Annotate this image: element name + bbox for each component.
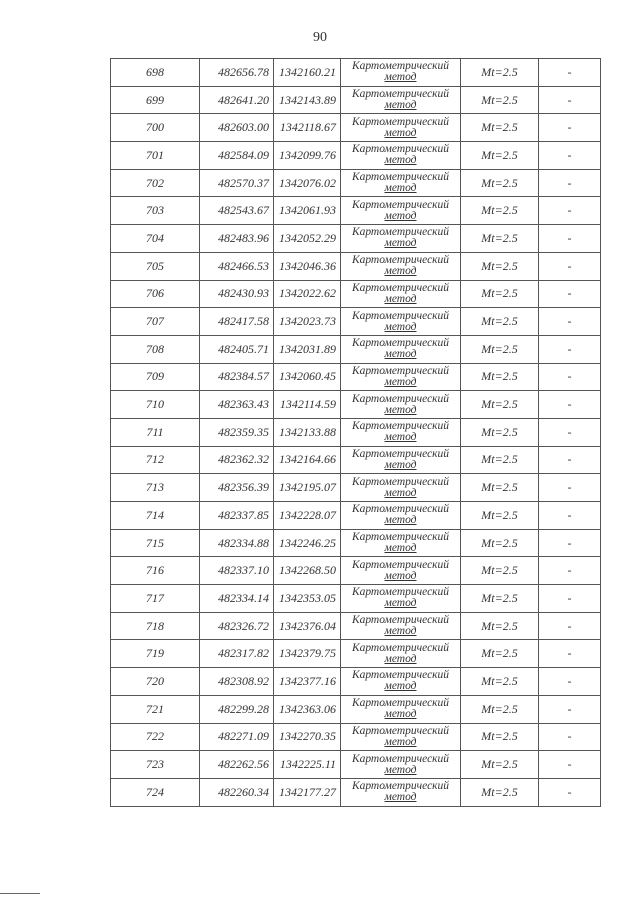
method-cell: [341, 363, 461, 391]
table-row: [111, 280, 601, 308]
accuracy-cell: Mt=2.5: [461, 169, 539, 197]
method-cell: [341, 252, 461, 280]
table-row: [111, 363, 601, 391]
note-cell: -: [539, 640, 601, 668]
method-cell: [341, 723, 461, 751]
y-coordinate-cell: 1342061.93: [274, 197, 341, 225]
note-cell: -: [539, 142, 601, 170]
y-coordinate-cell: 1342353.05: [274, 585, 341, 613]
method-line-2: метод: [384, 708, 417, 721]
table-row: [111, 225, 601, 253]
x-coordinate-cell: 482483.96: [200, 225, 274, 253]
method-cell: [341, 502, 461, 530]
method-line-1: Картометрический: [351, 697, 450, 710]
x-coordinate-cell: 482656.78: [200, 59, 274, 87]
table-row: [111, 612, 601, 640]
table-row: [111, 391, 601, 419]
x-coordinate-cell: 482356.39: [200, 474, 274, 502]
note-cell: -: [539, 751, 601, 779]
accuracy-cell: Mt=2.5: [461, 335, 539, 363]
method-line-2: метод: [384, 71, 417, 84]
x-coordinate-cell: 482337.10: [200, 557, 274, 585]
method-line-1: Картометрический: [351, 780, 450, 793]
point-number-cell: 703: [111, 197, 200, 225]
method-cell: [341, 142, 461, 170]
accuracy-cell: Mt=2.5: [461, 751, 539, 779]
accuracy-cell: Mt=2.5: [461, 695, 539, 723]
x-coordinate-cell: 482317.82: [200, 640, 274, 668]
accuracy-cell: Mt=2.5: [461, 391, 539, 419]
method-line-2: метод: [384, 375, 417, 388]
method-cell: [341, 86, 461, 114]
note-cell: -: [539, 59, 601, 87]
method-line-1: Картометрический: [351, 724, 450, 737]
method-cell: [341, 197, 461, 225]
y-coordinate-cell: 1342133.88: [274, 418, 341, 446]
accuracy-cell: Mt=2.5: [461, 778, 539, 806]
note-cell: -: [539, 529, 601, 557]
point-number-cell: 704: [111, 225, 200, 253]
method-line-2: метод: [384, 542, 417, 555]
method-cell: [341, 474, 461, 502]
y-coordinate-cell: 1342060.45: [274, 363, 341, 391]
note-cell: -: [539, 335, 601, 363]
accuracy-cell: Mt=2.5: [461, 640, 539, 668]
point-number-cell: 706: [111, 280, 200, 308]
method-line-1: Картометрический: [351, 392, 450, 405]
method-cell: [341, 585, 461, 613]
method-line-2: метод: [384, 680, 417, 693]
y-coordinate-cell: 1342363.06: [274, 695, 341, 723]
y-coordinate-cell: 1342143.89: [274, 86, 341, 114]
x-coordinate-cell: 482326.72: [200, 612, 274, 640]
method-cell: [341, 114, 461, 142]
y-coordinate-cell: 1342118.67: [274, 114, 341, 142]
method-line-2: метод: [384, 154, 417, 167]
y-coordinate-cell: 1342195.07: [274, 474, 341, 502]
scan-edge-mark: [0, 893, 40, 894]
x-coordinate-cell: 482260.34: [200, 778, 274, 806]
method-line-2: метод: [384, 597, 417, 610]
point-number-cell: 705: [111, 252, 200, 280]
method-cell: [341, 418, 461, 446]
note-cell: -: [539, 474, 601, 502]
coordinates-table: [110, 58, 601, 807]
method-line-2: метод: [384, 458, 417, 471]
y-coordinate-cell: 1342225.11: [274, 751, 341, 779]
x-coordinate-cell: 482430.93: [200, 280, 274, 308]
point-number-cell: 722: [111, 723, 200, 751]
y-coordinate-cell: 1342164.66: [274, 446, 341, 474]
table-row: [111, 585, 601, 613]
x-coordinate-cell: 482641.20: [200, 86, 274, 114]
accuracy-cell: Mt=2.5: [461, 225, 539, 253]
point-number-cell: 717: [111, 585, 200, 613]
method-line-2: метод: [384, 625, 417, 638]
accuracy-cell: Mt=2.5: [461, 252, 539, 280]
y-coordinate-cell: 1342076.02: [274, 169, 341, 197]
table-row: [111, 86, 601, 114]
note-cell: -: [539, 778, 601, 806]
note-cell: -: [539, 114, 601, 142]
note-cell: -: [539, 225, 601, 253]
table-row: [111, 502, 601, 530]
point-number-cell: 719: [111, 640, 200, 668]
table-row: [111, 668, 601, 696]
point-number-cell: 720: [111, 668, 200, 696]
x-coordinate-cell: 482603.00: [200, 114, 274, 142]
method-line-1: Картометрический: [351, 669, 450, 682]
method-cell: [341, 668, 461, 696]
method-line-1: Картометрический: [351, 88, 450, 101]
table-row: [111, 751, 601, 779]
x-coordinate-cell: 482337.85: [200, 502, 274, 530]
method-line-2: метод: [384, 182, 417, 195]
table-row: [111, 197, 601, 225]
x-coordinate-cell: 482262.56: [200, 751, 274, 779]
method-line-1: Картометрический: [351, 143, 450, 156]
table-row: [111, 695, 601, 723]
method-cell: [341, 308, 461, 336]
method-line-1: Картометрический: [351, 198, 450, 211]
accuracy-cell: Mt=2.5: [461, 363, 539, 391]
method-line-1: Картометрический: [351, 475, 450, 488]
method-cell: [341, 751, 461, 779]
method-line-2: метод: [384, 569, 417, 582]
table-row: [111, 529, 601, 557]
y-coordinate-cell: 1342046.36: [274, 252, 341, 280]
method-line-2: метод: [384, 237, 417, 250]
accuracy-cell: Mt=2.5: [461, 502, 539, 530]
method-line-2: метод: [384, 431, 417, 444]
method-cell: [341, 280, 461, 308]
accuracy-cell: Mt=2.5: [461, 418, 539, 446]
accuracy-cell: Mt=2.5: [461, 86, 539, 114]
point-number-cell: 701: [111, 142, 200, 170]
method-line-2: метод: [384, 763, 417, 776]
method-cell: [341, 612, 461, 640]
x-coordinate-cell: 482334.14: [200, 585, 274, 613]
method-line-2: метод: [384, 99, 417, 112]
note-cell: -: [539, 86, 601, 114]
method-line-1: Картометрический: [351, 614, 450, 627]
note-cell: -: [539, 418, 601, 446]
method-line-1: Картометрический: [351, 115, 450, 128]
method-line-1: Картометрический: [351, 337, 450, 350]
table-row: [111, 418, 601, 446]
method-line-2: метод: [384, 265, 417, 278]
x-coordinate-cell: 482362.32: [200, 446, 274, 474]
method-line-1: Картометрический: [351, 641, 450, 654]
table-row: [111, 778, 601, 806]
table-row: [111, 723, 601, 751]
y-coordinate-cell: 1342022.62: [274, 280, 341, 308]
x-coordinate-cell: 482405.71: [200, 335, 274, 363]
y-coordinate-cell: 1342377.16: [274, 668, 341, 696]
method-cell: [341, 778, 461, 806]
table-row: [111, 142, 601, 170]
y-coordinate-cell: 1342270.35: [274, 723, 341, 751]
method-line-1: Картометрический: [351, 309, 450, 322]
note-cell: -: [539, 308, 601, 336]
note-cell: -: [539, 391, 601, 419]
y-coordinate-cell: 1342177.27: [274, 778, 341, 806]
method-cell: [341, 59, 461, 87]
x-coordinate-cell: 482417.58: [200, 308, 274, 336]
table-row: [111, 335, 601, 363]
point-number-cell: 709: [111, 363, 200, 391]
method-line-1: Картометрический: [351, 447, 450, 460]
method-cell: [341, 529, 461, 557]
point-number-cell: 718: [111, 612, 200, 640]
x-coordinate-cell: 482308.92: [200, 668, 274, 696]
point-number-cell: 700: [111, 114, 200, 142]
method-line-2: метод: [384, 735, 417, 748]
table-row: [111, 640, 601, 668]
accuracy-cell: Mt=2.5: [461, 585, 539, 613]
method-cell: [341, 640, 461, 668]
method-line-2: метод: [384, 514, 417, 527]
method-cell: [341, 557, 461, 585]
y-coordinate-cell: 1342023.73: [274, 308, 341, 336]
point-number-cell: 721: [111, 695, 200, 723]
point-number-cell: 708: [111, 335, 200, 363]
method-cell: [341, 169, 461, 197]
x-coordinate-cell: 482466.53: [200, 252, 274, 280]
y-coordinate-cell: 1342052.29: [274, 225, 341, 253]
table-row: [111, 252, 601, 280]
accuracy-cell: Mt=2.5: [461, 723, 539, 751]
accuracy-cell: Mt=2.5: [461, 142, 539, 170]
x-coordinate-cell: 482543.67: [200, 197, 274, 225]
method-line-1: Картометрический: [351, 531, 450, 544]
point-number-cell: 711: [111, 418, 200, 446]
x-coordinate-cell: 482384.57: [200, 363, 274, 391]
table-body: [111, 59, 601, 807]
point-number-cell: 713: [111, 474, 200, 502]
note-cell: -: [539, 668, 601, 696]
method-line-2: метод: [384, 348, 417, 361]
x-coordinate-cell: 482584.09: [200, 142, 274, 170]
method-cell: [341, 695, 461, 723]
accuracy-cell: Mt=2.5: [461, 280, 539, 308]
point-number-cell: 723: [111, 751, 200, 779]
y-coordinate-cell: 1342031.89: [274, 335, 341, 363]
method-cell: [341, 335, 461, 363]
table-row: [111, 59, 601, 87]
accuracy-cell: Mt=2.5: [461, 557, 539, 585]
note-cell: -: [539, 585, 601, 613]
y-coordinate-cell: 1342228.07: [274, 502, 341, 530]
table-row: [111, 308, 601, 336]
note-cell: -: [539, 446, 601, 474]
point-number-cell: 698: [111, 59, 200, 87]
x-coordinate-cell: 482334.88: [200, 529, 274, 557]
point-number-cell: 699: [111, 86, 200, 114]
point-number-cell: 714: [111, 502, 200, 530]
note-cell: -: [539, 252, 601, 280]
method-line-1: Картометрический: [351, 503, 450, 516]
y-coordinate-cell: 1342268.50: [274, 557, 341, 585]
method-line-1: Картометрический: [351, 226, 450, 239]
table-row: [111, 169, 601, 197]
table-row: [111, 114, 601, 142]
note-cell: -: [539, 723, 601, 751]
method-line-2: метод: [384, 292, 417, 305]
method-line-1: Картометрический: [351, 752, 450, 765]
method-cell: [341, 391, 461, 419]
x-coordinate-cell: 482570.37: [200, 169, 274, 197]
accuracy-cell: Mt=2.5: [461, 197, 539, 225]
method-line-1: Картометрический: [351, 364, 450, 377]
method-line-2: метод: [384, 652, 417, 665]
method-line-2: метод: [384, 486, 417, 499]
point-number-cell: 715: [111, 529, 200, 557]
accuracy-cell: Mt=2.5: [461, 446, 539, 474]
accuracy-cell: Mt=2.5: [461, 668, 539, 696]
y-coordinate-cell: 1342114.59: [274, 391, 341, 419]
table-row: [111, 446, 601, 474]
point-number-cell: 707: [111, 308, 200, 336]
point-number-cell: 710: [111, 391, 200, 419]
accuracy-cell: Mt=2.5: [461, 114, 539, 142]
method-line-2: метод: [384, 791, 417, 804]
accuracy-cell: Mt=2.5: [461, 612, 539, 640]
note-cell: -: [539, 695, 601, 723]
y-coordinate-cell: 1342099.76: [274, 142, 341, 170]
note-cell: -: [539, 502, 601, 530]
method-line-1: Картометрический: [351, 558, 450, 571]
note-cell: -: [539, 612, 601, 640]
method-line-2: метод: [384, 209, 417, 222]
table-row: [111, 557, 601, 585]
note-cell: -: [539, 169, 601, 197]
method-line-1: Картометрический: [351, 60, 450, 73]
note-cell: -: [539, 280, 601, 308]
y-coordinate-cell: 1342379.75: [274, 640, 341, 668]
y-coordinate-cell: 1342246.25: [274, 529, 341, 557]
note-cell: -: [539, 557, 601, 585]
x-coordinate-cell: 482299.28: [200, 695, 274, 723]
note-cell: -: [539, 363, 601, 391]
accuracy-cell: Mt=2.5: [461, 308, 539, 336]
method-cell: [341, 446, 461, 474]
point-number-cell: 702: [111, 169, 200, 197]
accuracy-cell: Mt=2.5: [461, 474, 539, 502]
note-cell: -: [539, 197, 601, 225]
table-row: [111, 474, 601, 502]
y-coordinate-cell: 1342376.04: [274, 612, 341, 640]
method-line-2: метод: [384, 320, 417, 333]
point-number-cell: 716: [111, 557, 200, 585]
y-coordinate-cell: 1342160.21: [274, 59, 341, 87]
x-coordinate-cell: 482359.35: [200, 418, 274, 446]
accuracy-cell: Mt=2.5: [461, 529, 539, 557]
method-line-1: Картометрический: [351, 281, 450, 294]
method-line-1: Картометрический: [351, 254, 450, 267]
method-line-2: метод: [384, 126, 417, 139]
method-cell: [341, 225, 461, 253]
point-number-cell: 712: [111, 446, 200, 474]
page-number: 90: [313, 30, 327, 45]
x-coordinate-cell: 482363.43: [200, 391, 274, 419]
method-line-2: метод: [384, 403, 417, 416]
point-number-cell: 724: [111, 778, 200, 806]
method-line-1: Картометрический: [351, 420, 450, 433]
x-coordinate-cell: 482271.09: [200, 723, 274, 751]
method-line-1: Картометрический: [351, 171, 450, 184]
method-line-1: Картометрический: [351, 586, 450, 599]
accuracy-cell: Mt=2.5: [461, 59, 539, 87]
